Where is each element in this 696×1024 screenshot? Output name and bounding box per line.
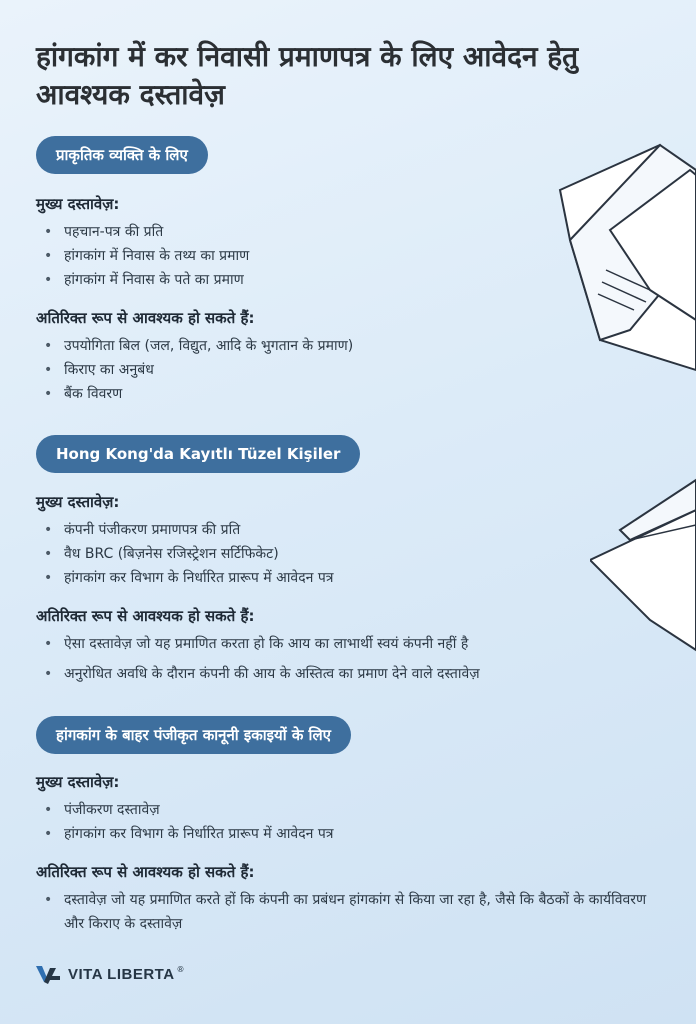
bullet-icon: • — [44, 636, 53, 652]
bullet-icon: • — [44, 386, 53, 402]
additional-documents-label: अतिरिक्त रूप से आवश्यक हो सकते हैं: — [36, 309, 255, 327]
section-heading-natural-persons: प्राकृतिक व्यक्ति के लिए — [36, 136, 208, 174]
list-item: • हांगकांग में निवास के पते का प्रमाण — [40, 268, 249, 292]
main-documents-list — [40, 220, 249, 292]
brand-name: VITA LIBERTA — [68, 965, 175, 983]
list-item: • दस्तावेज़ जो यह प्रमाणित करते हों कि कंपनी का प्रबंधन हांगकांग से किया जा रहा है, जैसे कि बैठकों के कार्यविवरण और किराए के दस्तावेज़ — [40, 888, 660, 936]
additional-documents-label: अतिरिक्त रूप से आवश्यक हो सकते हैं: — [36, 863, 255, 881]
main-documents-label: मुख्य दस्तावेज़: — [36, 195, 120, 213]
bullet-icon: • — [44, 522, 53, 538]
main-documents-label: मुख्य दस्तावेज़: — [36, 493, 120, 511]
bullet-icon: • — [44, 338, 53, 354]
vl-logo-icon — [36, 964, 60, 984]
bullet-icon: • — [44, 224, 53, 240]
list-item: • वैध BRC (बिज़नेस रजिस्ट्रेशन सर्टिफिकेट) — [40, 542, 334, 566]
folded-document-illustration-bottom — [590, 470, 696, 660]
list-item: • अनुरोधित अवधि के दौरान कंपनी की आय के अस्तित्व का प्रमाण देने वाले दस्तावेज़ — [40, 662, 480, 686]
bullet-icon: • — [44, 248, 53, 264]
bullet-icon: • — [44, 802, 53, 818]
list-item: • हांगकांग कर विभाग के निर्धारित प्रारूप में आवेदन पत्र — [40, 822, 334, 846]
additional-documents-label: अतिरिक्त रूप से आवश्यक हो सकते हैं: — [36, 607, 255, 625]
brand-logo — [36, 964, 185, 984]
main-documents-label: मुख्य दस्तावेज़: — [36, 773, 120, 791]
main-documents-list — [40, 518, 334, 590]
bullet-icon: • — [44, 666, 53, 682]
section-heading-legal-entities-hk: Hong Kong'da Kayıtlı Tüzel Kişiler — [36, 435, 360, 473]
page-title: हांगकांग में कर निवासी प्रमाणपत्र के लिए आवेदन हेतु आवश्यक दस्तावेज़ — [36, 40, 579, 111]
additional-documents-list — [40, 334, 353, 406]
list-item: • पहचान-पत्र की प्रति — [40, 220, 249, 244]
list-item: • ऐसा दस्तावेज़ जो यह प्रमाणित करता हो कि आय का लाभार्थी स्वयं कंपनी नहीं है — [40, 632, 480, 656]
bullet-icon: • — [44, 546, 53, 562]
list-item: • उपयोगिता बिल (जल, विद्युत, आदि के भुगतान के प्रमाण) — [40, 334, 353, 358]
bullet-icon: • — [44, 362, 53, 378]
section-heading-legal-entities-abroad: हांगकांग के बाहर पंजीकृत कानूनी इकाइयों के लिए — [36, 716, 351, 754]
folded-document-illustration-top — [540, 130, 696, 380]
list-item: • कंपनी पंजीकरण प्रमाणपत्र की प्रति — [40, 518, 334, 542]
bullet-icon: • — [44, 272, 53, 288]
bullet-icon: • — [44, 570, 53, 586]
additional-documents-list — [40, 632, 480, 686]
list-item: • किराए का अनुबंध — [40, 358, 353, 382]
list-item: • हांगकांग में निवास के तथ्य का प्रमाण — [40, 244, 249, 268]
list-item: • पंजीकरण दस्तावेज़ — [40, 798, 334, 822]
list-item: • बैंक विवरण — [40, 382, 353, 406]
bullet-icon: • — [44, 826, 53, 842]
list-item: • हांगकांग कर विभाग के निर्धारित प्रारूप में आवेदन पत्र — [40, 566, 334, 590]
bullet-icon: • — [44, 892, 53, 908]
registered-mark: ® — [176, 964, 185, 974]
main-documents-list — [40, 798, 334, 846]
additional-documents-list — [40, 888, 660, 936]
